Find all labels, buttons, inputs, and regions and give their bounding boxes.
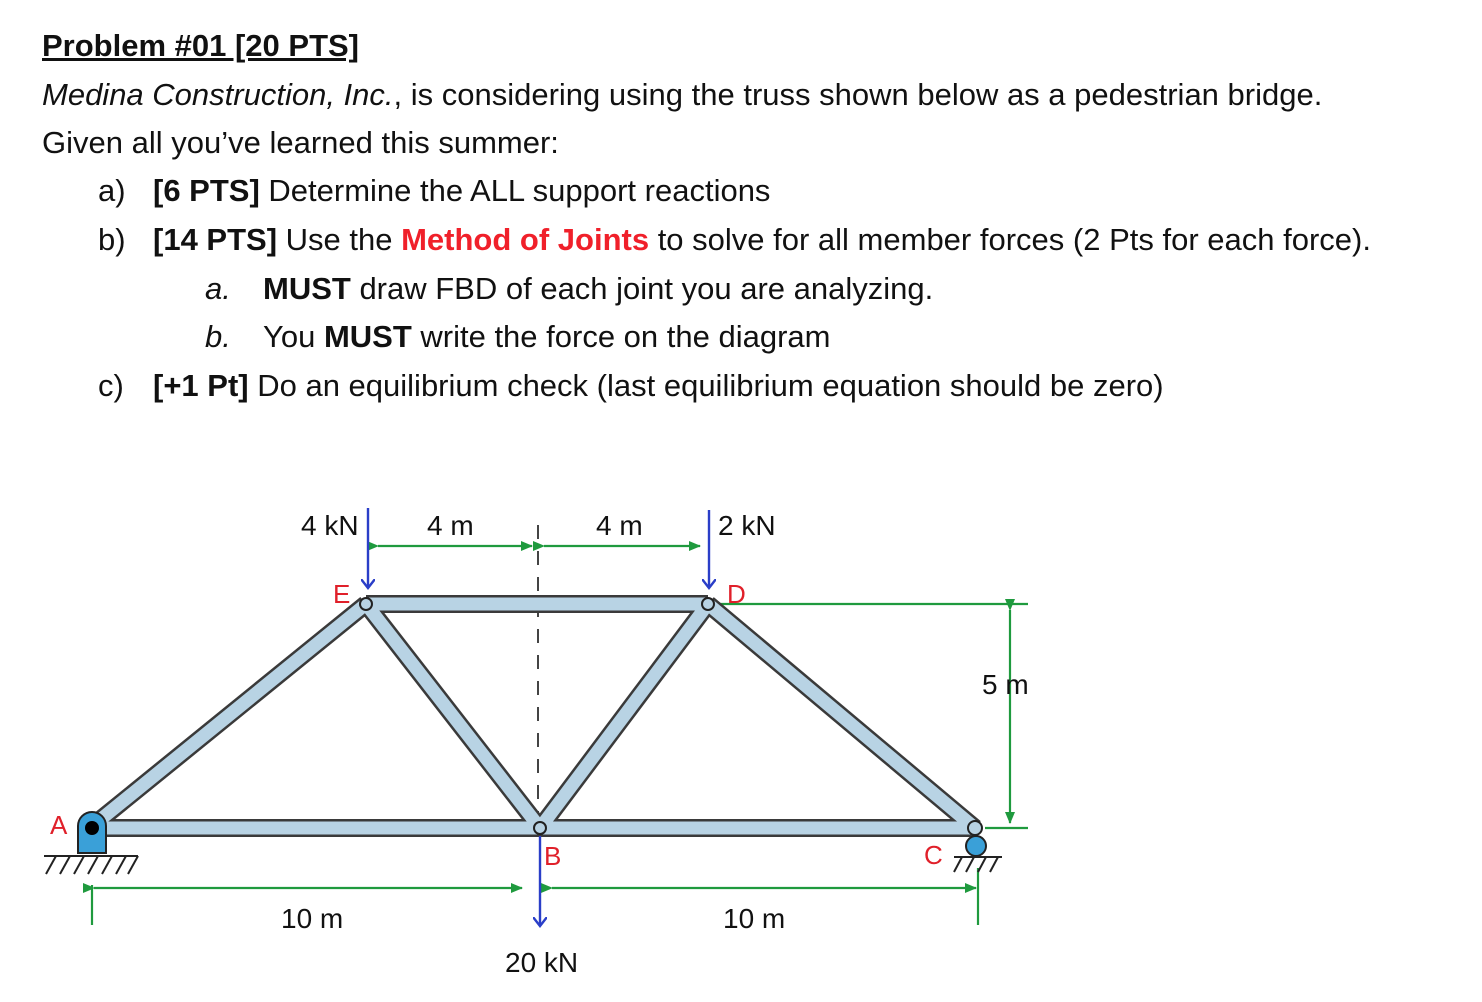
subitem-b-text-before: You <box>263 319 324 354</box>
joint-b-pin <box>534 822 546 834</box>
truss-members <box>90 604 975 828</box>
joint-label-c: C <box>924 840 943 870</box>
joint-d-pin <box>702 598 714 610</box>
load-label-e: 4 kN <box>301 510 359 541</box>
problem-title: Problem #01 [20 PTS] <box>42 28 360 63</box>
subitem-b-text-after: write the force on the diagram <box>411 319 831 354</box>
joint-e-pin <box>360 598 372 610</box>
item-b-text-after: to solve for all member forces (2 Pts for each force). <box>649 222 1371 257</box>
member-eb <box>366 604 540 828</box>
method-of-joints-highlight: Method of Joints <box>401 222 650 257</box>
dim-label-height: 5 m <box>982 669 1029 700</box>
item-a-points: [6 PTS] <box>153 173 260 208</box>
subitem-a-text: draw FBD of each joint you are analyzing. <box>350 271 934 306</box>
subitem-a-bold: MUST <box>263 271 351 306</box>
item-b-points: [14 PTS] <box>153 222 278 257</box>
dim-label-bottom-left: 10 m <box>281 903 344 934</box>
load-label-d: 2 kN <box>718 510 776 541</box>
company-name: Medina Construction, Inc. <box>42 77 394 112</box>
load-label-b: 20 kN <box>505 947 579 978</box>
item-b-text-before: Use the <box>277 222 402 257</box>
item-c-label: c) <box>98 368 124 403</box>
member-dc <box>708 604 975 828</box>
item-a-text: Determine the ALL support reactions <box>259 173 771 208</box>
intro-text: , is considering using the truss shown below as a pedestrian bridge. <box>393 77 1323 112</box>
joint-label-a: A <box>50 810 68 840</box>
subitem-a-label: a. <box>205 271 231 306</box>
subitem-b-bold: MUST <box>323 319 412 354</box>
item-c-points: [+1 Pt] <box>153 368 249 403</box>
joint-label-d: D <box>727 579 746 609</box>
subitem-b-label: b. <box>205 319 231 354</box>
item-c-text: Do an equilibrium check (last equilibrium equation should be zero) <box>248 368 1164 403</box>
joint-label-b: B <box>544 841 562 871</box>
joint-label-e: E <box>333 579 351 609</box>
member-bd <box>540 604 708 828</box>
item-a-label: a) <box>98 173 126 208</box>
dim-label-top-right: 4 m <box>596 510 643 541</box>
dim-label-bottom-right: 10 m <box>723 903 786 934</box>
member-ae <box>90 604 366 828</box>
problem-intro-line2: Given all you’ve learned this summer: <box>42 125 559 160</box>
dim-label-top-left: 4 m <box>427 510 474 541</box>
item-b-label: b) <box>98 222 126 257</box>
